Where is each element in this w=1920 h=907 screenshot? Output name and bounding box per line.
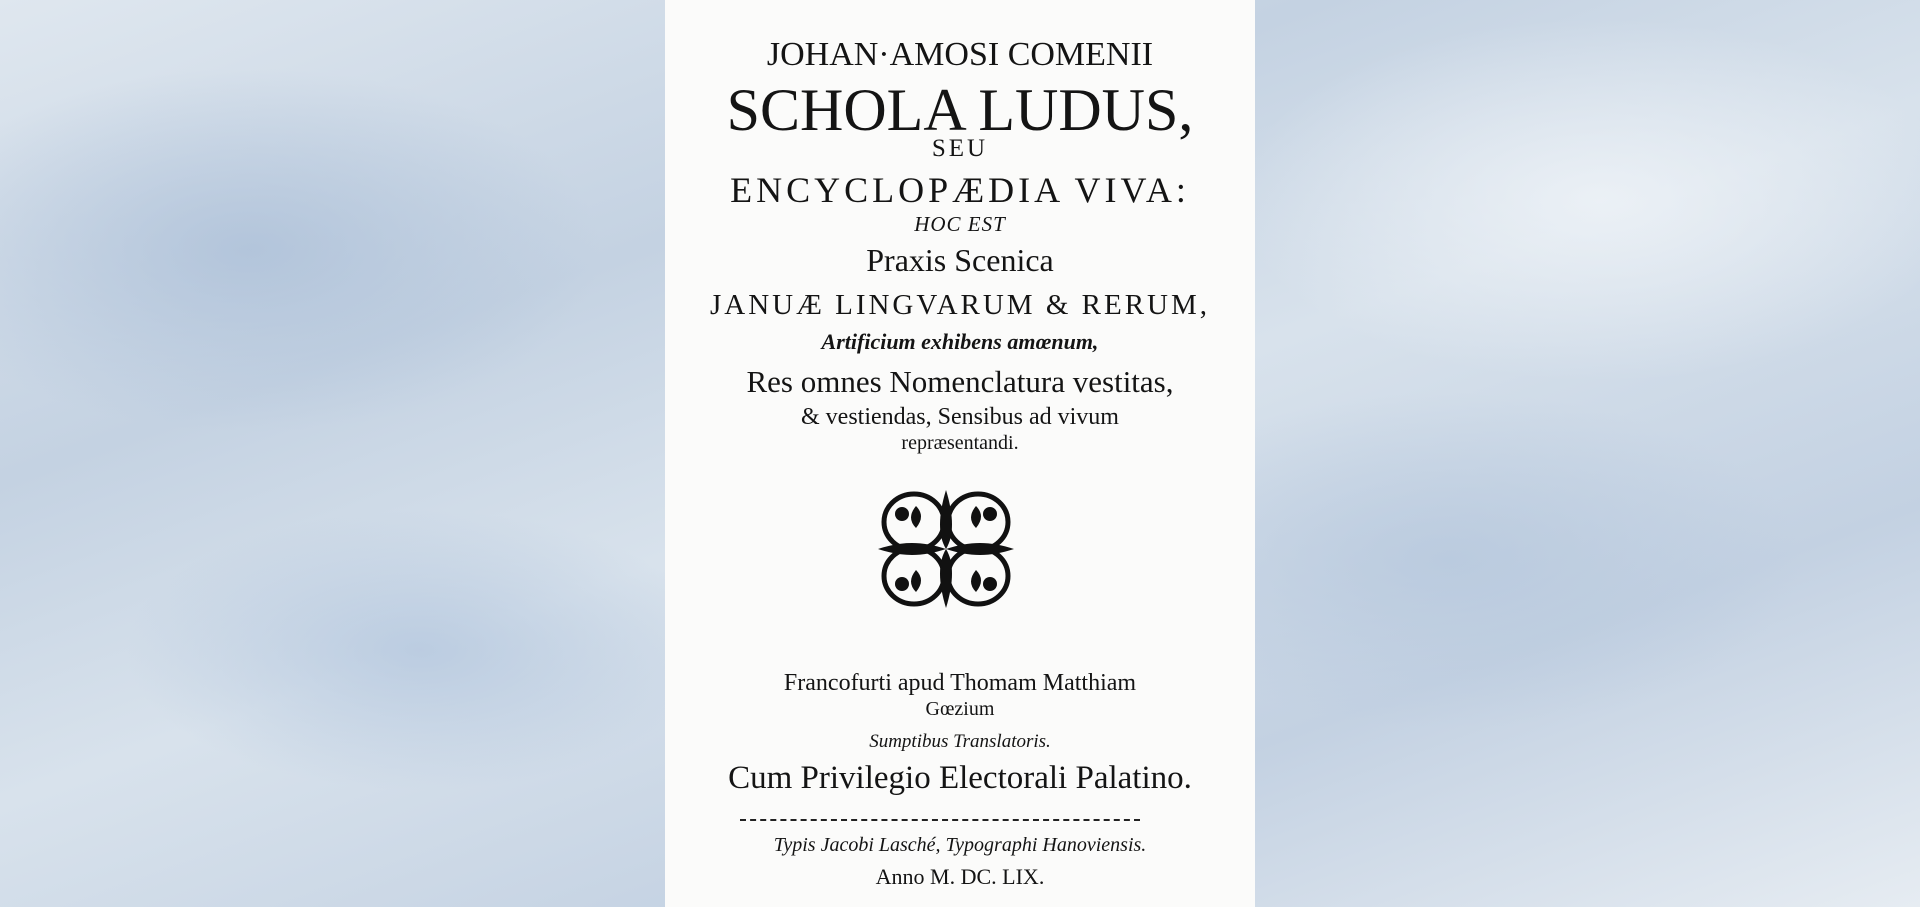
divider-rule	[740, 819, 1140, 821]
book-title: SCHOLA LUDUS,	[726, 77, 1194, 143]
praxis-line: Praxis Scenica	[866, 242, 1054, 278]
vestiendas-line: & vestiendas, Sensibus ad vivum	[801, 404, 1119, 430]
privilegio-line: Cum Privilegio Electorali Palatino.	[728, 760, 1192, 796]
title-page	[665, 0, 1255, 907]
repraesentandi-line: repræsentandi.	[901, 432, 1019, 454]
publisher-line: Francofurti apud Thomam Matthiam	[783, 670, 1137, 696]
sumptibus-line: Sumptibus Translatoris.	[869, 731, 1051, 752]
janua-line: JANUÆ LINGVARUM & RERUM,	[709, 289, 1211, 321]
res-omnes-line: Res omnes Nomenclatura vestitas,	[746, 364, 1174, 399]
fleuron-ornament-icon	[872, 486, 1020, 612]
seu-line: SEU	[931, 135, 989, 162]
year-line: Anno M. DC. LIX.	[875, 864, 1045, 889]
printer-line: Typis Jacobi Lasché, Typographi Hanoviensis.	[773, 834, 1147, 856]
publisher-name-line: Gœzium	[925, 698, 995, 720]
artificium-line: Artificium exhibens amœnum,	[821, 329, 1099, 354]
hoc-est-line: HOC EST	[914, 212, 1006, 236]
subtitle-line: ENCYCLOPÆDIA VIVA:	[730, 170, 1190, 210]
author-line: JOHAN·AMOSI COMENII	[766, 36, 1154, 73]
